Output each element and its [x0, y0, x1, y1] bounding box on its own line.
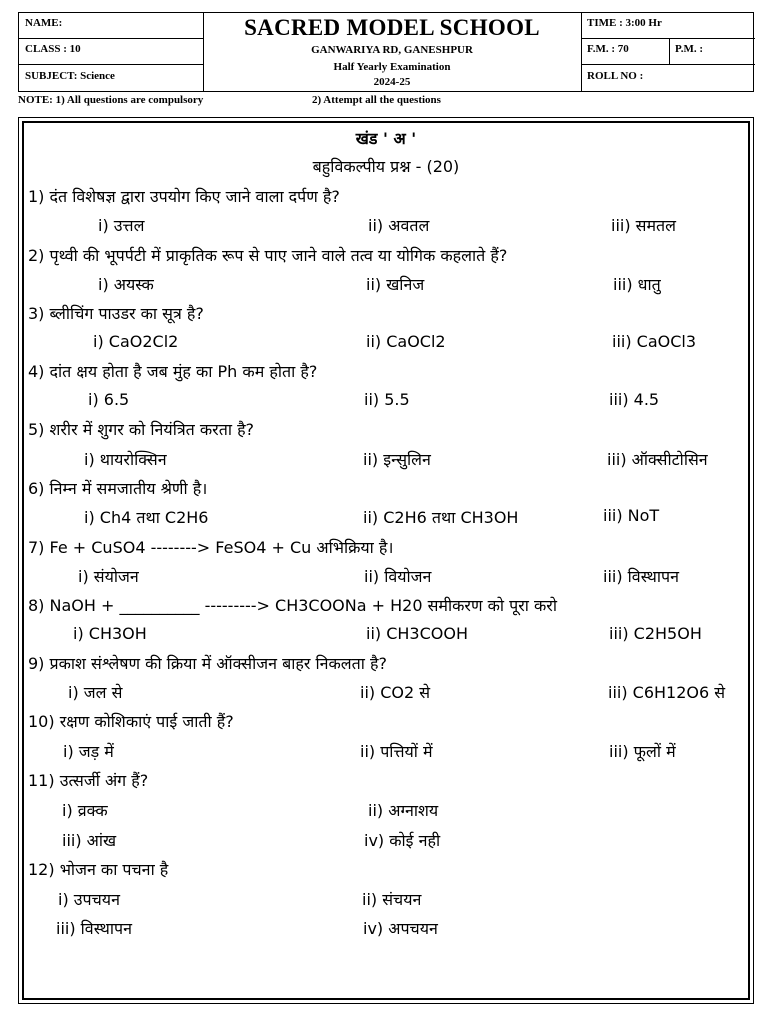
q8-option-3: iii) C2H5OH: [609, 624, 702, 643]
q8-option-2: ii) CH3COOH: [366, 624, 468, 643]
q3-option-1: i) CaO2Cl2: [93, 332, 179, 351]
header-divider: [19, 64, 203, 65]
q4-option-1: i) 6.5: [88, 390, 130, 409]
subject-label: SUBJECT: Science: [25, 70, 115, 82]
exam-header: [18, 12, 754, 92]
q6-option-1: i) Ch4 तथा C2H6: [84, 508, 209, 527]
q9-option-1: i) जल से: [68, 683, 123, 702]
question-8: 8) NaOH + __________ ---------> CH3COONa + H20 समीकरण को पूरा करो: [28, 596, 557, 615]
q11-option-3: iii) आंख: [62, 831, 117, 850]
q5-option-2: ii) इन्सुलिन: [363, 450, 431, 469]
q11-option-1: i) व्रक्क: [62, 801, 108, 820]
q9-option-2: ii) CO2 से: [360, 683, 431, 702]
q10-option-3: iii) फूलों में: [609, 742, 676, 761]
q12-option-3: iii) विस्थापन: [56, 919, 132, 938]
q3-option-2: ii) CaOCl2: [366, 332, 446, 351]
q12-option-4: iv) अपचयन: [363, 919, 438, 938]
q3-option-3: iii) CaOCl3: [612, 332, 697, 351]
q4-option-3: iii) 4.5: [609, 390, 660, 409]
question-1: 1) दंत विशेषज्ञ द्वारा उपयोग किए जाने वाला दर्पण है?: [28, 187, 340, 206]
note-1: NOTE: 1) All questions are compulsory: [18, 94, 204, 106]
roll-no-label: ROLL NO :: [587, 70, 644, 82]
question-7: 7) Fe + CuSO4 --------> FeSO4 + Cu अभिक्रिया है।: [28, 538, 394, 557]
q12-option-2: ii) संचयन: [362, 890, 422, 909]
school-address: GANWARIYA RD, GANESHPUR: [311, 44, 473, 56]
exam-year: 2024-25: [373, 76, 411, 88]
q7-option-1: i) संयोजन: [78, 567, 139, 586]
q7-option-2: ii) वियोजन: [364, 567, 432, 586]
q10-option-2: ii) पत्तियों में: [360, 742, 433, 761]
question-2: 2) पृथ्वी की भूपर्पटी में प्राकृतिक रूप से पाए जाने वाले तत्व या योगिक कहलाते हैं?: [28, 246, 508, 265]
q4-option-2: ii) 5.5: [364, 390, 410, 409]
q7-option-3: iii) विस्थापन: [603, 567, 679, 586]
q2-option-1: i) अयस्क: [98, 275, 154, 294]
question-6: 6) निम्न में समजातीय श्रेणी है।: [28, 479, 208, 498]
question-5: 5) शरीर में शुगर को नियंत्रित करता है?: [28, 420, 255, 439]
question-11: 11) उत्सर्जी अंग हैं?: [28, 771, 149, 790]
pass-marks-label: P.M. :: [675, 43, 704, 55]
q8-option-1: i) CH3OH: [73, 624, 147, 643]
section-subtitle: बहुविकल्पीय प्रश्न - (20): [312, 157, 460, 176]
note-2: 2) Attempt all the questions: [312, 94, 441, 106]
question-3: 3) ब्लीचिंग पाउडर का सूत्र है?: [28, 304, 204, 323]
q10-option-1: i) जड़ में: [63, 742, 114, 761]
q11-option-4: iv) कोई नही: [364, 831, 441, 850]
header-divider: [581, 38, 755, 39]
header-divider: [581, 64, 755, 65]
question-9: 9) प्रकाश संश्लेषण की क्रिया में ऑक्सीजन बाहर निकलता है?: [28, 654, 387, 673]
q1-option-3: iii) समतल: [611, 216, 677, 235]
q1-option-1: i) उत्तल: [98, 216, 145, 235]
q6-option-3: iii) NoT: [603, 506, 660, 525]
q6-option-2: ii) C2H6 तथा CH3OH: [363, 508, 519, 527]
q5-option-1: i) थायरोक्सिन: [84, 450, 167, 469]
class-label: CLASS : 10: [25, 43, 81, 55]
question-12: 12) भोजन का पचना है: [28, 860, 169, 879]
section-title: खंड ' अ ': [355, 129, 417, 148]
q2-option-2: ii) खनिज: [366, 275, 425, 294]
question-10: 10) रक्षण कोशिकाएं पाई जाती हैं?: [28, 712, 234, 731]
q11-option-2: ii) अग्नाशय: [368, 801, 439, 820]
q1-option-2: ii) अवतल: [368, 216, 430, 235]
question-4: 4) दांत क्षय होता है जब मुंह का Ph कम होता है?: [28, 362, 318, 381]
q2-option-3: iii) धातु: [613, 275, 661, 294]
exam-name: Half Yearly Examination: [333, 61, 451, 73]
school-name: SACRED MODEL SCHOOL: [244, 15, 540, 40]
q5-option-3: iii) ऑक्सीटोसिन: [607, 450, 708, 469]
name-field-label: NAME:: [25, 17, 63, 29]
time-label: TIME : 3:00 Hr: [587, 17, 662, 29]
full-marks-label: F.M. : 70: [587, 43, 629, 55]
q9-option-3: iii) C6H12O6 से: [608, 683, 726, 702]
q12-option-1: i) उपचयन: [58, 890, 120, 909]
header-divider: [19, 38, 203, 39]
